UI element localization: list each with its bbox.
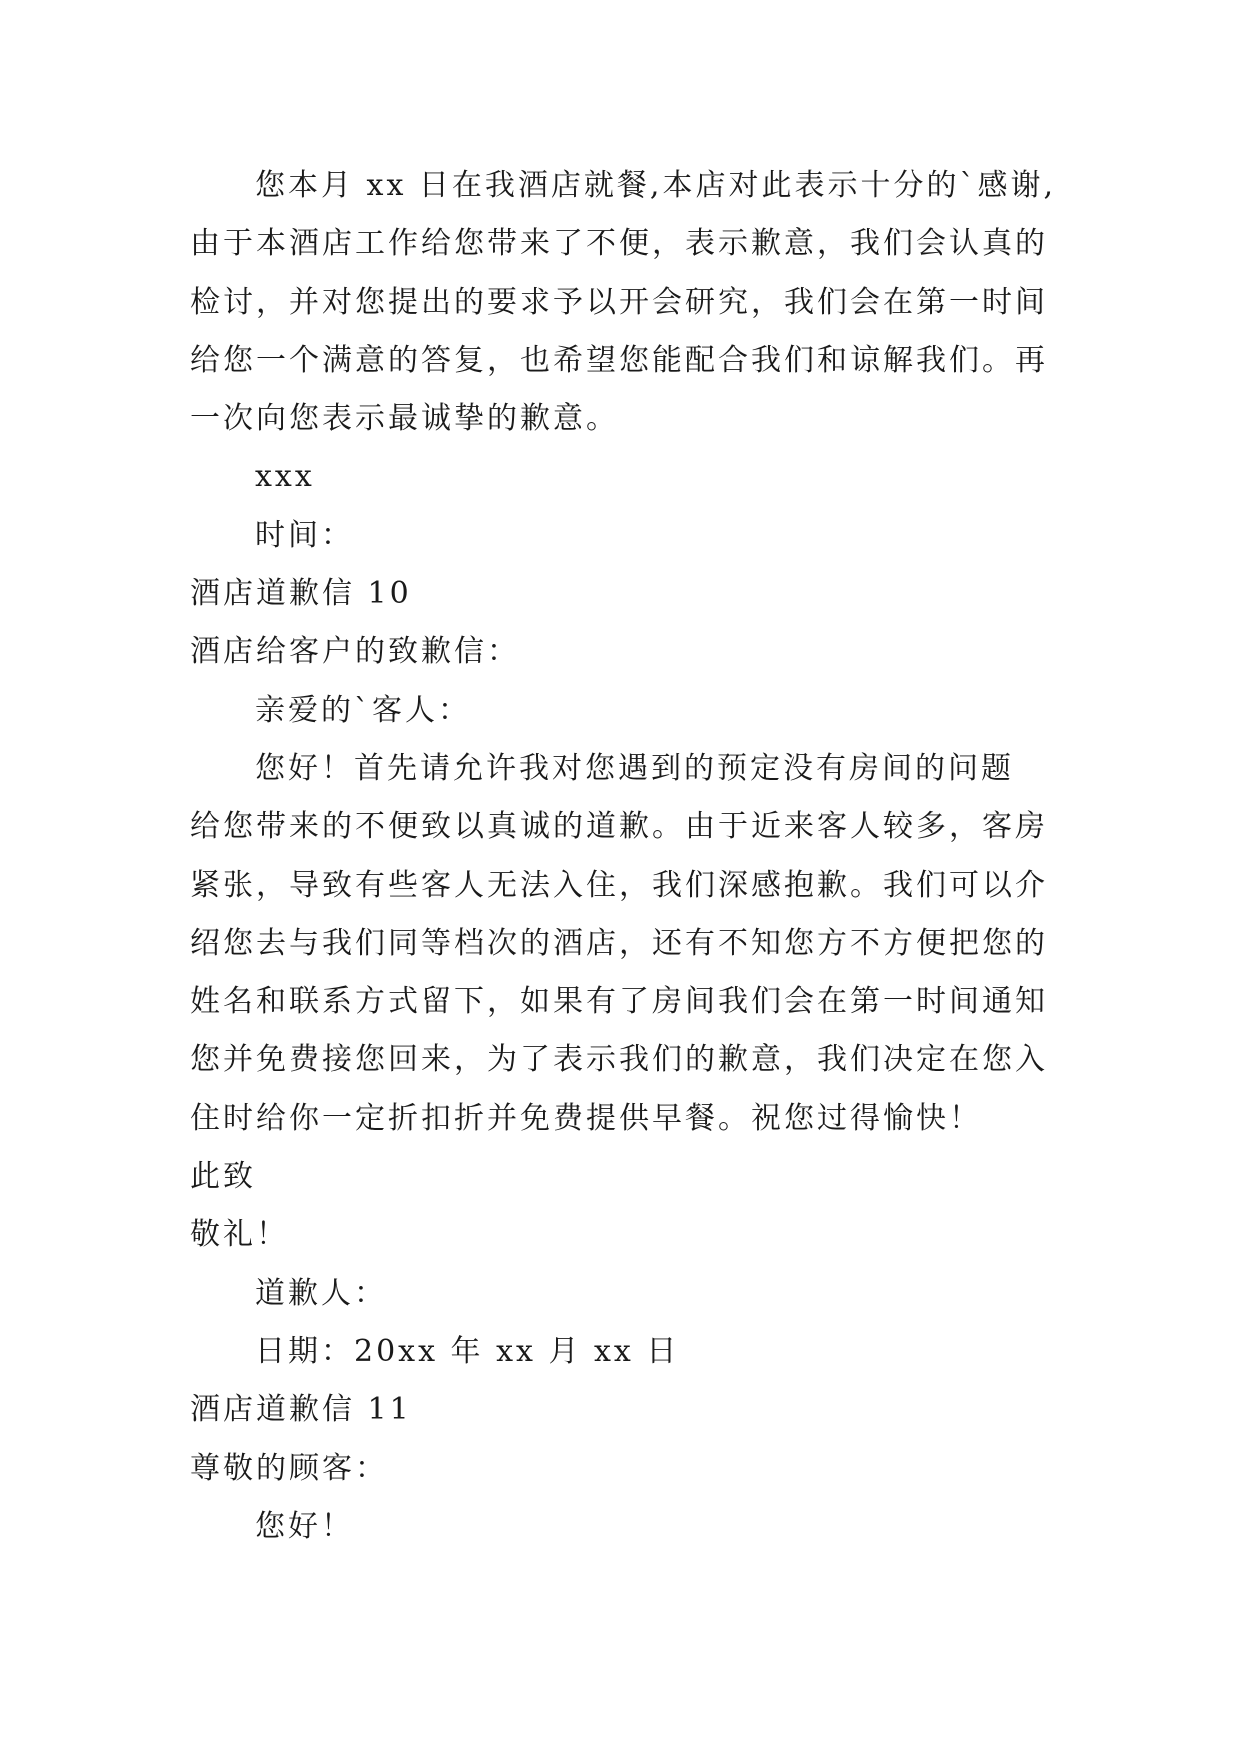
salutation: 亲爱的`客人：: [255, 692, 471, 728]
paragraph-line: 检讨，并对您提出的要求予以开会研究，我们会在第一时间: [190, 284, 1048, 320]
paragraph-line: 给您带来的不便致以真诚的道歉。由于近来客人较多，客房: [190, 809, 1048, 845]
signature-name: xxx: [255, 459, 315, 495]
paragraph-line: 由于本酒店工作给您带来了不便，表示歉意，我们会认真的: [190, 226, 1048, 262]
date-line: 日期：20xx 年 xx 月 xx 日: [255, 1333, 680, 1369]
signature-label: 道歉人：: [255, 1275, 387, 1311]
letter-title: 酒店给客户的致歉信：: [190, 634, 520, 670]
paragraph-line: 姓名和联系方式留下，如果有了房间我们会在第一时间通知: [190, 984, 1048, 1020]
paragraph-line: 绍您去与我们同等档次的酒店，还有不知您方不方便把您的: [190, 925, 1048, 961]
paragraph-line: 一次向您表示最诚挚的歉意。: [190, 401, 619, 437]
section-heading: 酒店道歉信 11: [190, 1392, 412, 1428]
closing-line: 此致: [190, 1159, 256, 1195]
paragraph-line: 紧张，导致有些客人无法入住，我们深感抱歉。我们可以介: [190, 867, 1048, 903]
greeting: 您好！: [255, 1508, 354, 1544]
salutation: 尊敬的顾客：: [190, 1450, 388, 1486]
letter-body: [190, 157, 1090, 1556]
paragraph-line: 您本月 xx 日在我酒店就餐,本店对此表示十分的`感谢,: [255, 168, 1056, 203]
paragraph-line: 住时给你一定折扣折并免费提供早餐。祝您过得愉快！: [190, 1100, 982, 1136]
paragraph-line: 您好！首先请允许我对您遇到的预定没有房间的问题: [255, 750, 1014, 786]
closing-line: 敬礼！: [190, 1217, 289, 1253]
date-label: 时间：: [255, 517, 354, 553]
paragraph-line: 您并免费接您回来，为了表示我们的歉意，我们决定在您入: [190, 1042, 1048, 1078]
paragraph-line: 给您一个满意的答复，也希望您能配合我们和谅解我们。再: [190, 342, 1048, 378]
section-heading: 酒店道歉信 10: [190, 576, 412, 612]
